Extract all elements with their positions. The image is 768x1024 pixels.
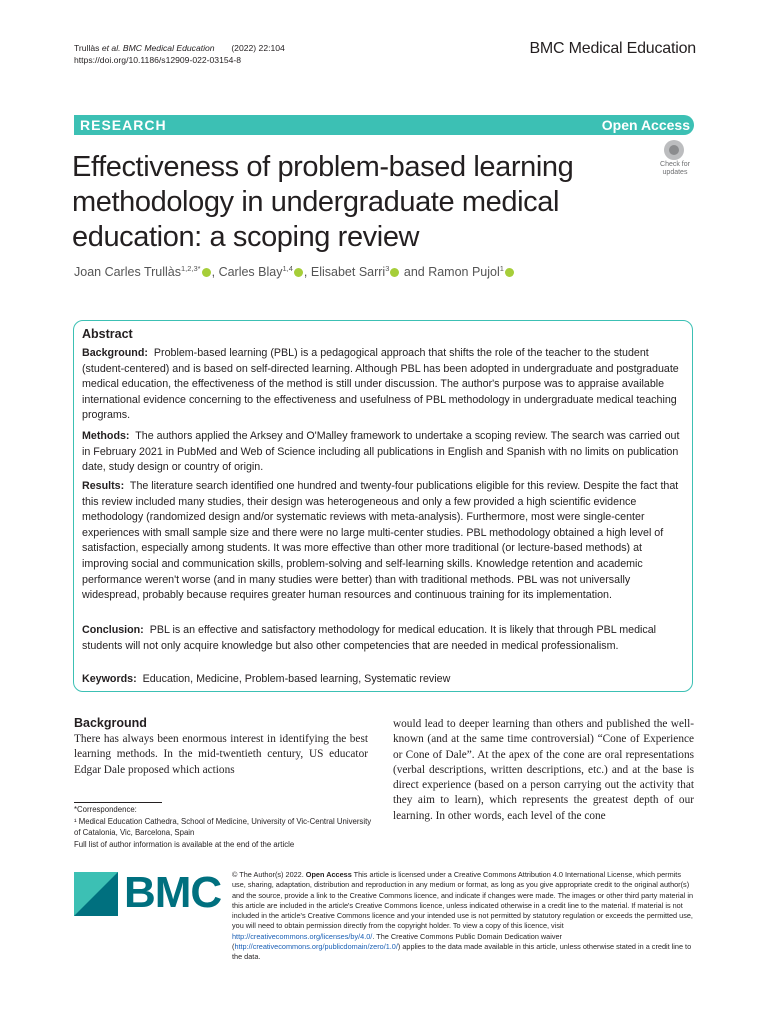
abstract-background: Background: Problem-based learning (PBL) is a pedagogical approach that shifts the role of the teacher to the student (student-centered) and is based on self-directed learning. Although PBL has been adopted in undergraduate and postgraduate medical education, the effectiveness of the method is still under discussion. The author's purpose was to appraise available international evidence concerning to the effectiveness and usefulness of PBL methodology in undergraduate medical teaching programs. (82, 347, 679, 422)
doi-link[interactable]: https://doi.org/10.1186/s12909-022-03154-8 (74, 55, 242, 65)
abstract-conclusion: Conclusion: PBL is an effective and satisfactory methodology for medical education. It is likely that through PBL medical students will not only acquire knowledge but also other competencies that are needed in medical professionalism. (82, 624, 657, 652)
author-affiliation: 1,4 (282, 264, 293, 273)
orcid-icon[interactable] (202, 268, 211, 277)
cc-zero-link[interactable]: http://creativecommons.org/publicdomain/zero/1.0/ (234, 942, 398, 952)
citation-authors: Trullàs (74, 43, 100, 53)
orcid-icon[interactable] (294, 268, 303, 277)
affiliation-note: ¹ Medical Education Cathedra, School of Medicine, University of Vic-Central University of Catalonia, Vic, Barcelona, Spain (74, 816, 372, 837)
badge-line2: updates (662, 169, 688, 176)
license-text: © The Author(s) 2022. Open Access This article is licensed under a Creative Commons Attribution 4.0 International License, which permits use, sharing, adaptation, distribution and reproduction in any medium or format, as long as you give appropriate credit to the original author(s) and the source, provide a link to the Creative Commons licence, and indicate if changes were made. The images or other third party material in this article are included in the article's Creative Commons licence, unless indicated otherwise in a credit line to the material. If material is not included in the article's Creative Commons licence and your intended use is not permitted by statutory regulation or exceeds the permitted use, you will need to obtain permission directly from the copyright holder. To view a copy of this licence, visit http://creativecommons.org/licenses/by/4.0/. The Creative Commons Public Domain Dedication waiver (http://creativecommons.org/publicdomain/zero/1.0/) applies to the data made available in this article, unless otherwise stated in a credit line to the data. (232, 870, 694, 962)
citation-year: (2022) 22:104 (231, 43, 285, 53)
open-access-label: Open Access (601, 117, 690, 133)
author-name[interactable]: Joan Carles Trullàs (74, 265, 181, 280)
badge-line1: Check for (660, 161, 690, 168)
footnote (74, 804, 374, 850)
author-affiliation: 1 (499, 264, 504, 273)
background-heading: Background (74, 716, 147, 730)
abstract-results: Results: The literature search identified one hundred and twenty-four publications eligible for this review. Despite the fact that this review included many studies, their design was heterogeneous and only a few provided a high scientific evidence methodology (randomized design and/or systematic reviews with meta-analysis). Furthermore, most were single-center experiences with small sample size and there were no large multi-center studies. PBL methodology obtained a high level of satisfaction, especially among students. It was more effective than other more traditional (or lecture-based methods) at improving social and communication skills, problem-solving and self-learning skills. Knowledge retention and academic performance weren't worse (and in many studies were better) than with traditional methods. PBL was not universally widespread, probably because requires greater human resources and continuous training for its implementation. (82, 480, 679, 602)
bmc-logo-mark-icon (74, 872, 118, 916)
bmc-logo-text: BMC (124, 868, 222, 917)
citation-header (74, 42, 285, 66)
correspondence-label: *Correspondence: (74, 805, 137, 814)
author-affiliation: 1,2,3* (181, 264, 201, 273)
abstract-keywords: Keywords: Education, Medicine, Problem-based learning, Systematic review (82, 673, 451, 685)
author-info-note: Full list of author information is available at the end of the article (74, 839, 295, 849)
author-affiliation: 3 (385, 264, 390, 273)
body-column-right: would lead to deeper learning than others and published the well-known (and at the same time controversial) “Cone of Experience or Cone of Dale”. At the apex of the cone are oral representations (verbal descriptions, written descriptions, etc.) and at the base is direct experience (based on a person carrying out the activity that they aim to learn), which represents the greatest depth of our learning. In other words, each level of the cone (393, 718, 694, 822)
footnote-divider (74, 802, 162, 803)
citation-journal: et al. BMC Medical Education (101, 43, 215, 53)
abstract-heading: Abstract (82, 327, 133, 341)
orcid-icon[interactable] (505, 268, 514, 277)
check-for-updates-badge[interactable] (654, 140, 696, 180)
check-updates-icon (664, 140, 684, 160)
abstract-methods: Methods: The authors applied the Arksey and O'Malley framework to undertake a scoping review. The search was carried out in February 2021 in PubMed and Web of Science including all publications in English and Spanish with no limits on publication date, study design or country of origin. (82, 430, 680, 474)
author-name[interactable]: Elisabet Sarri (310, 265, 386, 280)
cc-by-link[interactable]: http://creativecommons.org/licenses/by/4.0/ (232, 931, 373, 941)
author-list: Joan Carles Trullàs$^{1,2,3*}$ , Carles Blay$^{1,4}$ , Elisabet Sarri$^3$ and Ramon Pujol$^1$ (74, 264, 515, 279)
body-column-left: There has always been enormous interest in identifying the best learning methods. In the mid-twentieth century, US educator Edgar Dale proposed which actions (74, 733, 368, 776)
orcid-icon[interactable] (390, 268, 399, 277)
author-name[interactable]: Ramon Pujol (428, 265, 500, 280)
article-type-label: RESEARCH (80, 117, 167, 133)
journal-name: BMC Medical Education (529, 40, 696, 57)
article-title: Effectiveness of problem-based learning methodology in undergraduate medical education: a scoping review (72, 151, 574, 253)
bmc-logo (74, 868, 222, 917)
author-name[interactable]: Carles Blay (218, 265, 283, 280)
